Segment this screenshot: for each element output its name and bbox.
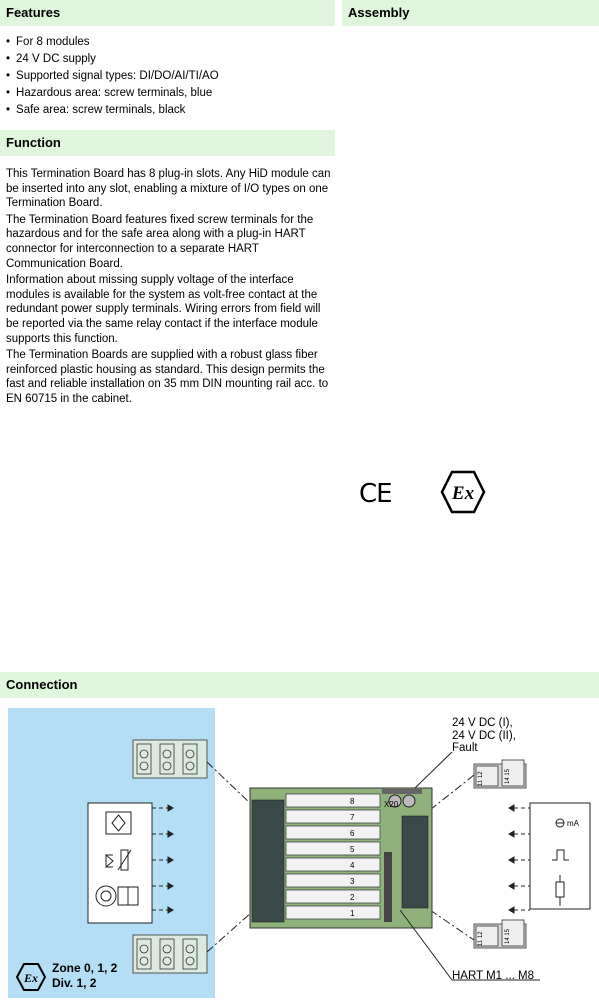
feature-item: • Hazardous area: screw terminals, blue	[6, 85, 219, 102]
module-slot	[286, 810, 380, 823]
ma-label: mA	[567, 819, 579, 828]
module-slot	[286, 826, 380, 839]
supply-leader	[415, 752, 452, 788]
module-slot	[286, 794, 380, 807]
connection-header	[0, 672, 599, 698]
function-paragraph: Information about missing supply voltage of the interface modules is available for the system as volt-free contact at the redundant power supply terminals. Wiring errors from field will be reported via the same relay contact if the interface module supports this function.	[6, 274, 321, 345]
supply-line: 24 V DC (I),	[452, 717, 513, 729]
connection-title: Connection	[6, 677, 78, 692]
supply-line: 24 V DC (II),	[452, 729, 516, 742]
module-slot	[286, 858, 380, 871]
module-slot-label: 6	[350, 829, 355, 838]
terminal-block-top	[133, 740, 207, 778]
module-slot-label: 4	[350, 861, 355, 870]
function-paragraph: The Termination Board features fixed screw terminals for the hazardous and for the safe area along with a plug-in HART connector for interconnection to a separate HART Communication Board.	[6, 213, 314, 270]
function-text	[6, 167, 332, 409]
terminal-bottom-label: 14 15	[505, 928, 511, 944]
supply-annotation	[452, 717, 516, 755]
x20-label: X20	[384, 800, 399, 809]
zone-line: Zone 0, 1, 2	[52, 961, 118, 975]
feature-item: • Supported signal types: DI/DO/AI/TI/AO	[6, 68, 219, 85]
module-slot-label: 5	[350, 845, 355, 854]
module-slot	[286, 890, 380, 903]
features-list	[6, 34, 219, 119]
module-slot	[286, 874, 380, 887]
feature-item: • For 8 modules	[6, 34, 219, 51]
module-slot-label: 2	[350, 893, 355, 902]
module-slot-label: 8	[350, 797, 355, 806]
signal-arrows-right	[509, 805, 530, 913]
assembly-header	[342, 0, 599, 26]
terminal-top-label: 11 12	[478, 771, 484, 786]
supply-line: Fault	[452, 742, 478, 754]
function-paragraph: This Termination Board has 8 plug-in slots. Any HiD module can be inserted into any slot, enabling a mixture of I/O types on one Termination Board.	[6, 168, 331, 210]
function-paragraph: The Termination Boards are supplied with a robust glass fiber reinforced plastic housing as standard. This design permits the fast and reliable installation on 35 mm DIN mounting rail acc. to EN 60715 in the cabinet.	[6, 349, 329, 405]
module-slot	[286, 906, 380, 919]
zone-line: Div. 1, 2	[52, 976, 97, 990]
module-slot-label: 1	[350, 909, 355, 918]
terminal-top-label: 14 15	[505, 768, 511, 784]
ex-mark-text: Ex	[451, 483, 475, 504]
terminal-block-bottom	[133, 935, 207, 973]
ex-hexagon-icon	[440, 469, 486, 515]
module-slot-label: 3	[350, 877, 355, 886]
svg-text:Ex: Ex	[23, 971, 39, 985]
features-header	[0, 0, 335, 26]
function-header	[0, 130, 335, 156]
module-slot	[286, 842, 380, 855]
ce-mark-icon: CE	[359, 479, 392, 509]
feature-item: • Safe area: screw terminals, black	[6, 102, 219, 119]
field-devices-box	[88, 803, 152, 923]
function-title: Function	[6, 135, 61, 150]
control-system-box	[530, 803, 590, 909]
module-slot-label: 7	[350, 813, 355, 822]
assembly-title: Assembly	[348, 5, 410, 20]
zone-annotation	[52, 961, 117, 991]
hart-annotation: HART M1 ... M8	[452, 970, 535, 982]
feature-item: • 24 V DC supply	[6, 51, 219, 68]
features-title: Features	[6, 5, 61, 20]
terminal-bottom-label: 11 12	[478, 931, 484, 946]
